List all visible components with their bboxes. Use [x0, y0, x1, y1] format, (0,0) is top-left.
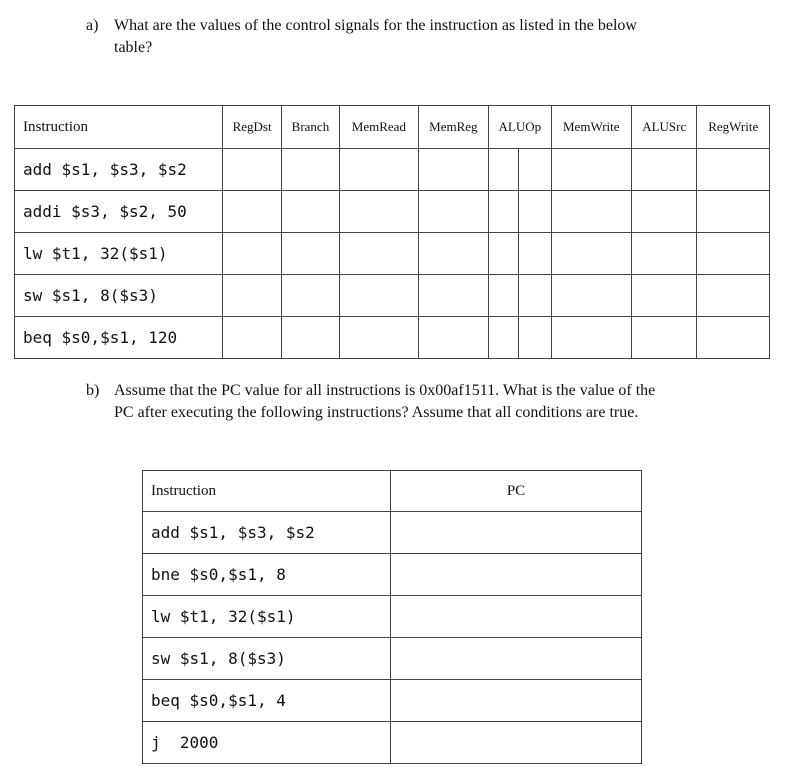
instruction-cell: lw $t1, 32($s1)	[143, 596, 391, 638]
control-signals-table	[14, 105, 770, 359]
signal-cell[interactable]	[489, 317, 519, 359]
pc-answer-cell[interactable]	[391, 722, 642, 764]
signal-cell[interactable]	[340, 149, 419, 191]
instruction-cell: addi $s3, $s2, 50	[15, 191, 223, 233]
header-alusrc: ALUSrc	[632, 106, 697, 149]
question-b-line-2: PC after executing the following instructions? Assume that all conditions are true.	[114, 404, 639, 421]
question-a-line-2: table?	[114, 39, 153, 56]
signal-cell[interactable]	[489, 191, 519, 233]
question-a-label: a)	[86, 17, 99, 34]
table-row	[143, 680, 642, 722]
signal-cell[interactable]	[697, 149, 770, 191]
signal-cell[interactable]	[632, 149, 697, 191]
instruction-cell: beq $s0,$s1, 120	[15, 317, 223, 359]
signal-cell[interactable]	[223, 191, 281, 233]
question-b-line-1: Assume that the PC value for all instructions is 0x00af1511. What is the value of the	[114, 382, 656, 399]
table-row	[143, 638, 642, 680]
signal-cell[interactable]	[632, 233, 697, 275]
header-aluop: ALUOp	[489, 106, 551, 149]
signal-cell[interactable]	[697, 317, 770, 359]
pc-table	[142, 470, 642, 764]
signal-cell[interactable]	[632, 317, 697, 359]
signal-cell[interactable]	[223, 233, 281, 275]
pc-answer-cell[interactable]	[391, 638, 642, 680]
signal-cell[interactable]	[489, 149, 519, 191]
signal-cell[interactable]	[340, 317, 419, 359]
table-row	[15, 149, 770, 191]
header-memwrite: MemWrite	[551, 106, 632, 149]
table-row	[143, 512, 642, 554]
signal-cell[interactable]	[519, 317, 551, 359]
table-row	[15, 233, 770, 275]
question-a-line-1: What are the values of the control signals for the instruction as listed in the below	[114, 17, 637, 34]
header-branch: Branch	[281, 106, 339, 149]
instruction-cell: bne $s0,$s1, 8	[143, 554, 391, 596]
signal-cell[interactable]	[223, 275, 281, 317]
header-memread: MemRead	[340, 106, 419, 149]
question-b-label: b)	[86, 382, 100, 399]
instruction-cell: lw $t1, 32($s1)	[15, 233, 223, 275]
signal-cell[interactable]	[551, 317, 632, 359]
question-b-text	[114, 380, 655, 424]
instruction-cell: sw $s1, 8($s3)	[143, 638, 391, 680]
signal-cell[interactable]	[697, 191, 770, 233]
table-row	[143, 722, 642, 764]
instruction-cell: add $s1, $s3, $s2	[143, 512, 391, 554]
signal-cell[interactable]	[281, 233, 339, 275]
signal-cell[interactable]	[281, 275, 339, 317]
signal-cell[interactable]	[223, 149, 281, 191]
signal-cell[interactable]	[551, 191, 632, 233]
signal-cell[interactable]	[223, 317, 281, 359]
signal-cell[interactable]	[519, 233, 551, 275]
table-row	[143, 596, 642, 638]
signal-cell[interactable]	[340, 233, 419, 275]
signal-cell[interactable]	[632, 275, 697, 317]
instruction-cell: add $s1, $s3, $s2	[15, 149, 223, 191]
signal-cell[interactable]	[697, 233, 770, 275]
header-regwrite: RegWrite	[697, 106, 770, 149]
signal-cell[interactable]	[489, 233, 519, 275]
signal-cell[interactable]	[489, 275, 519, 317]
signal-cell[interactable]	[281, 191, 339, 233]
pc-header-row	[143, 471, 642, 512]
header-instruction: Instruction	[143, 471, 391, 512]
signal-cell[interactable]	[551, 149, 632, 191]
signal-cell[interactable]	[418, 317, 488, 359]
table-row	[15, 191, 770, 233]
signal-cell[interactable]	[551, 233, 632, 275]
pc-answer-cell[interactable]	[391, 596, 642, 638]
signal-cell[interactable]	[697, 275, 770, 317]
pc-answer-cell[interactable]	[391, 680, 642, 722]
signal-cell[interactable]	[551, 275, 632, 317]
signal-cell[interactable]	[281, 317, 339, 359]
signal-cell[interactable]	[519, 149, 551, 191]
instruction-cell: beq $s0,$s1, 4	[143, 680, 391, 722]
signal-cell[interactable]	[418, 233, 488, 275]
signal-cell[interactable]	[519, 191, 551, 233]
header-regdst: RegDst	[223, 106, 281, 149]
table-row	[143, 554, 642, 596]
header-instruction: Instruction	[15, 106, 223, 149]
question-a-text	[114, 15, 637, 59]
signal-cell[interactable]	[519, 275, 551, 317]
header-pc: PC	[391, 471, 642, 512]
pc-answer-cell[interactable]	[391, 554, 642, 596]
pc-answer-cell[interactable]	[391, 512, 642, 554]
control-header-row	[15, 106, 770, 149]
instruction-cell: sw $s1, 8($s3)	[15, 275, 223, 317]
signal-cell[interactable]	[418, 149, 488, 191]
header-memreg: MemReg	[418, 106, 488, 149]
signal-cell[interactable]	[340, 275, 419, 317]
signal-cell[interactable]	[418, 191, 488, 233]
signal-cell[interactable]	[632, 191, 697, 233]
instruction-cell: j 2000	[143, 722, 391, 764]
signal-cell[interactable]	[340, 191, 419, 233]
table-row	[15, 275, 770, 317]
signal-cell[interactable]	[281, 149, 339, 191]
table-row	[15, 317, 770, 359]
signal-cell[interactable]	[418, 275, 488, 317]
